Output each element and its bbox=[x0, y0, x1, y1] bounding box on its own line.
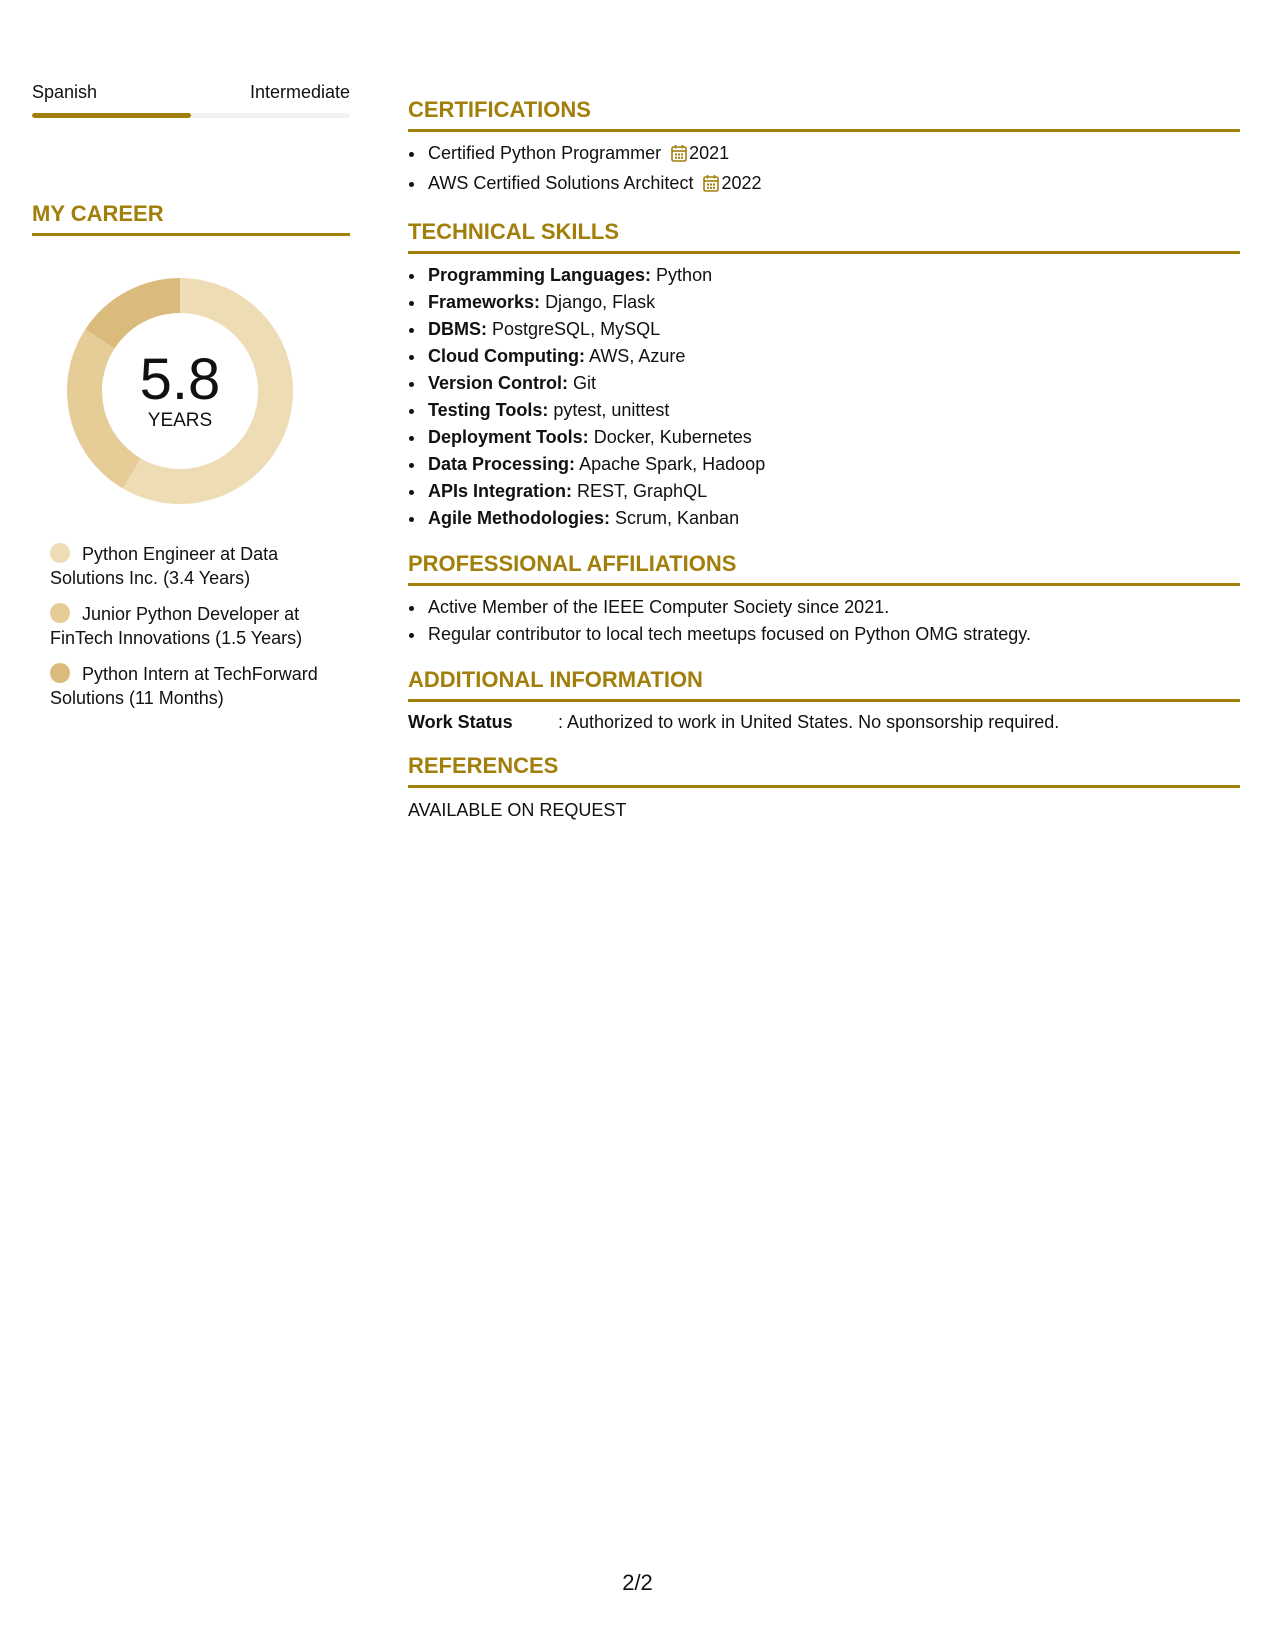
career-total-years: 5.8 bbox=[139, 347, 221, 412]
language-progress-bar bbox=[32, 113, 350, 118]
certifications-title: CERTIFICATIONS bbox=[408, 96, 1240, 132]
skill-value: Git bbox=[573, 373, 597, 393]
career-total-unit: YEARS bbox=[147, 410, 213, 431]
skill-value: REST, GraphQL bbox=[577, 481, 708, 501]
left-column bbox=[32, 80, 350, 722]
page-number: 2/2 bbox=[622, 1570, 653, 1595]
skill-value: Apache Spark, Hadoop bbox=[579, 454, 766, 474]
list-item: • Active Member of the IEEE Computer Society since 2021. bbox=[426, 594, 1240, 621]
career-legend bbox=[50, 542, 340, 710]
skill-label: Testing Tools: bbox=[428, 400, 549, 420]
career-legend-label: Junior Python Developer at FinTech Innovations (1.5 Years) bbox=[50, 604, 303, 648]
skill-value: Django, Flask bbox=[545, 292, 656, 312]
skill-item bbox=[426, 289, 1240, 316]
skill-label: Agile Methodologies: bbox=[428, 508, 610, 528]
affiliations-list bbox=[408, 594, 1240, 648]
skill-label: Frameworks: bbox=[428, 292, 541, 312]
skill-label: APIs Integration: bbox=[428, 481, 573, 501]
additional-info-title: ADDITIONAL INFORMATION bbox=[408, 666, 1240, 702]
certification-year: 2021 bbox=[689, 143, 730, 163]
skill-label: Cloud Computing: bbox=[428, 346, 585, 366]
skill-item bbox=[426, 316, 1240, 343]
career-legend-label: Python Engineer at Data Solutions Inc. (3.4 Years) bbox=[50, 544, 279, 588]
career-section-title: MY CAREER bbox=[32, 200, 350, 236]
skill-item bbox=[426, 370, 1240, 397]
certification-name: Certified Python Programmer bbox=[428, 143, 662, 163]
language-row bbox=[32, 80, 350, 104]
skill-value: pytest, unittest bbox=[553, 400, 670, 420]
affiliations-title: PROFESSIONAL AFFILIATIONS bbox=[408, 550, 1240, 586]
skill-label: Data Processing: bbox=[428, 454, 576, 474]
legend-dot-icon bbox=[50, 603, 70, 623]
skill-item bbox=[426, 424, 1240, 451]
skill-value: Docker, Kubernetes bbox=[593, 427, 752, 447]
certifications-list bbox=[408, 140, 1240, 200]
calendar-icon bbox=[703, 173, 719, 200]
skill-item bbox=[426, 451, 1240, 478]
skill-value: AWS, Azure bbox=[588, 346, 686, 366]
work-status-label: Work Status bbox=[408, 712, 513, 732]
skill-value: PostgreSQL, MySQL bbox=[492, 319, 661, 339]
skill-value: Scrum, Kanban bbox=[615, 508, 740, 528]
donut-center bbox=[67, 347, 293, 432]
list-item: • Regular contributor to local tech meetups focused on Python OMG strategy. bbox=[426, 621, 1240, 648]
certification-name: AWS Certified Solutions Architect bbox=[428, 173, 694, 193]
career-legend-item bbox=[50, 662, 340, 710]
skill-item bbox=[426, 478, 1240, 505]
certification-item bbox=[426, 140, 1240, 170]
skill-item bbox=[426, 343, 1240, 370]
skill-label: Version Control: bbox=[428, 373, 569, 393]
skill-item bbox=[426, 397, 1240, 424]
skill-label: Programming Languages: bbox=[428, 265, 652, 285]
calendar-icon bbox=[671, 143, 687, 170]
skill-label: DBMS: bbox=[428, 319, 487, 339]
career-legend-item bbox=[50, 542, 340, 590]
certifications-section bbox=[408, 96, 1240, 200]
legend-dot-icon bbox=[50, 543, 70, 563]
technical-skills-title: TECHNICAL SKILLS bbox=[408, 218, 1240, 254]
references-title: REFERENCES bbox=[408, 752, 1240, 788]
right-column bbox=[408, 96, 1240, 840]
affiliations-section bbox=[408, 550, 1240, 648]
skill-label: Deployment Tools: bbox=[428, 427, 589, 447]
language-progress-fill bbox=[32, 113, 191, 118]
technical-skills-list bbox=[408, 262, 1240, 532]
certification-year: 2022 bbox=[721, 173, 762, 193]
career-legend-label: Python Intern at TechForward Solutions (11 Months) bbox=[50, 664, 318, 708]
references-text: AVAILABLE ON REQUEST bbox=[408, 800, 627, 820]
language-name: Spanish bbox=[32, 82, 98, 102]
references-section bbox=[408, 752, 1240, 822]
additional-info-section bbox=[408, 666, 1240, 734]
skill-value: Python bbox=[656, 265, 713, 285]
career-donut-chart bbox=[67, 278, 293, 504]
language-level: Intermediate bbox=[249, 82, 350, 102]
skill-item bbox=[426, 505, 1240, 532]
career-legend-item bbox=[50, 602, 340, 650]
legend-dot-icon bbox=[50, 663, 70, 683]
donut-slice-3 bbox=[85, 278, 180, 348]
certification-item bbox=[426, 170, 1240, 200]
technical-skills-section bbox=[408, 218, 1240, 532]
work-status-value: : Authorized to work in United States. No sponsorship required. bbox=[558, 712, 1060, 732]
skill-item bbox=[426, 262, 1240, 289]
work-status-row bbox=[408, 710, 1240, 734]
